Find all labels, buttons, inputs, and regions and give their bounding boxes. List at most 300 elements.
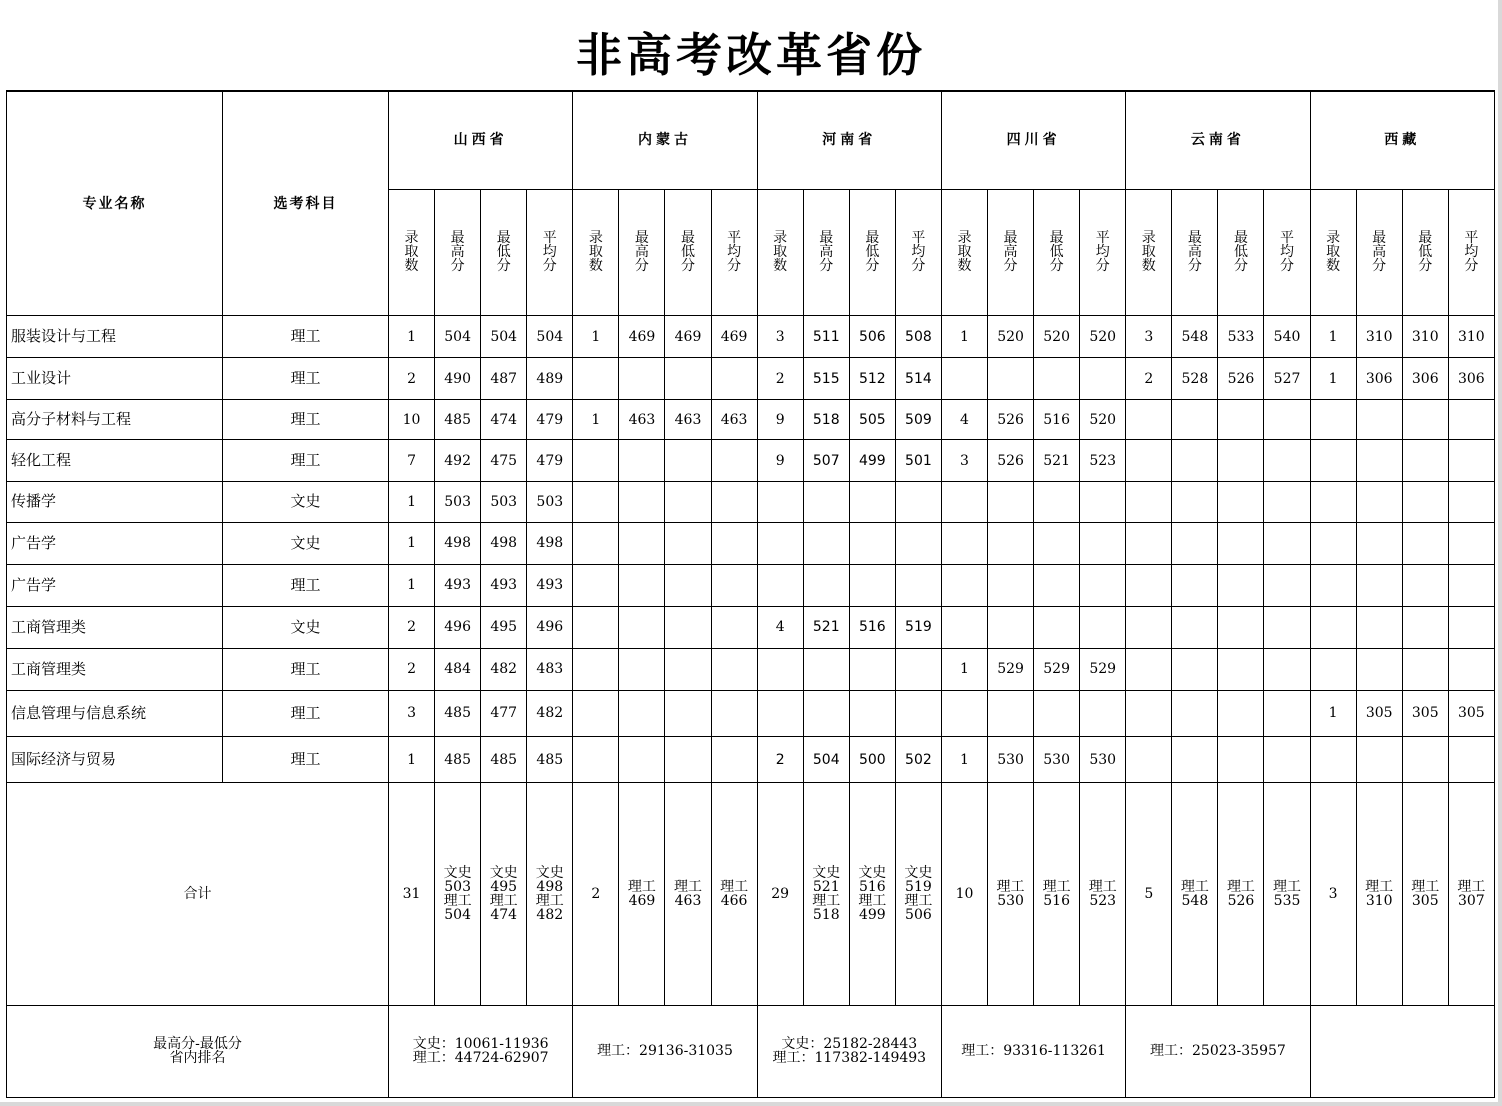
score-cell: 520	[1080, 316, 1126, 358]
score-cell	[573, 690, 619, 736]
score-cell	[619, 737, 665, 783]
score-cell	[1402, 648, 1448, 690]
score-cell	[849, 522, 895, 564]
header-metric: 平 均 分	[895, 189, 941, 315]
score-cell: 493	[481, 564, 527, 606]
major-name: 轻化工程	[7, 440, 223, 482]
rank-range: 理工：25023-35957	[1126, 1005, 1310, 1097]
score-cell	[1264, 648, 1310, 690]
score-cell	[1126, 440, 1172, 482]
score-cell	[988, 564, 1034, 606]
score-cell	[619, 522, 665, 564]
rank-range: 文史：25182-28443 理工：117382-149493	[757, 1005, 941, 1097]
table-row	[7, 648, 1495, 690]
score-cell: 507	[803, 440, 849, 482]
table-row	[7, 522, 1495, 564]
score-cell	[1264, 522, 1310, 564]
admission-score-table	[6, 90, 1495, 1098]
score-cell: 482	[527, 690, 573, 736]
score-cell	[1310, 522, 1356, 564]
score-cell: 4	[941, 400, 987, 440]
subject-type: 理工	[223, 564, 389, 606]
header-metric: 最 高 分	[1172, 189, 1218, 315]
total-cell: 文史 503 理工 504	[435, 783, 481, 1006]
rank-label: 最高分-最低分 省内排名	[7, 1005, 389, 1097]
header-metric: 最 低 分	[481, 189, 527, 315]
total-cell: 理工 469	[619, 783, 665, 1006]
header-row-provinces	[7, 91, 1495, 189]
score-cell: 519	[895, 606, 941, 648]
header-metric: 录 取 数	[941, 189, 987, 315]
score-cell: 469	[711, 316, 757, 358]
score-cell: 305	[1402, 690, 1448, 736]
score-cell	[1126, 648, 1172, 690]
score-cell: 463	[665, 400, 711, 440]
score-cell: 310	[1356, 316, 1402, 358]
subject-type: 理工	[223, 358, 389, 400]
subject-type: 理工	[223, 648, 389, 690]
score-cell	[1264, 690, 1310, 736]
score-cell	[1356, 522, 1402, 564]
score-cell: 485	[435, 690, 481, 736]
score-cell	[1034, 482, 1080, 522]
score-cell	[1264, 737, 1310, 783]
score-cell	[619, 440, 665, 482]
header-metric: 最 高 分	[1356, 189, 1402, 315]
major-name: 工业设计	[7, 358, 223, 400]
score-cell	[1402, 737, 1448, 783]
score-cell	[1264, 440, 1310, 482]
total-row	[7, 783, 1495, 1006]
header-metric: 最 高 分	[619, 189, 665, 315]
score-cell: 2	[389, 358, 435, 400]
score-cell	[988, 482, 1034, 522]
header-metric: 最 低 分	[849, 189, 895, 315]
score-cell	[1310, 440, 1356, 482]
score-cell	[1218, 482, 1264, 522]
score-cell	[1310, 400, 1356, 440]
score-cell: 518	[803, 400, 849, 440]
score-cell: 1	[389, 316, 435, 358]
score-cell	[1264, 482, 1310, 522]
major-name: 工商管理类	[7, 606, 223, 648]
score-cell	[1172, 648, 1218, 690]
score-cell	[988, 358, 1034, 400]
score-cell: 463	[619, 400, 665, 440]
score-cell: 485	[435, 400, 481, 440]
score-cell	[665, 606, 711, 648]
score-cell: 1	[573, 316, 619, 358]
total-cell: 3	[1310, 783, 1356, 1006]
score-cell	[1448, 564, 1494, 606]
header-province: 内蒙古	[573, 91, 757, 189]
score-cell: 529	[988, 648, 1034, 690]
score-cell	[1080, 564, 1126, 606]
score-cell: 1	[389, 522, 435, 564]
score-cell	[1034, 690, 1080, 736]
score-cell	[1402, 440, 1448, 482]
score-cell	[711, 564, 757, 606]
score-cell	[573, 358, 619, 400]
header-metric: 最 高 分	[988, 189, 1034, 315]
score-cell	[1218, 648, 1264, 690]
score-cell: 504	[435, 316, 481, 358]
score-cell	[1126, 564, 1172, 606]
score-cell	[665, 564, 711, 606]
score-cell: 1	[389, 482, 435, 522]
total-cell: 文史 516 理工 499	[849, 783, 895, 1006]
score-cell	[573, 440, 619, 482]
score-cell	[1448, 440, 1494, 482]
total-label: 合计	[7, 783, 389, 1006]
score-cell: 498	[481, 522, 527, 564]
score-cell	[849, 482, 895, 522]
score-cell	[573, 564, 619, 606]
score-cell	[1402, 564, 1448, 606]
total-cell: 理工 548	[1172, 783, 1218, 1006]
score-cell: 540	[1264, 316, 1310, 358]
score-cell: 493	[435, 564, 481, 606]
score-cell	[941, 482, 987, 522]
header-province: 山西省	[389, 91, 573, 189]
score-cell: 469	[619, 316, 665, 358]
score-cell	[619, 358, 665, 400]
score-cell: 2	[1126, 358, 1172, 400]
score-cell	[941, 358, 987, 400]
score-cell: 479	[527, 400, 573, 440]
table-row	[7, 358, 1495, 400]
score-cell: 502	[895, 737, 941, 783]
subject-type: 理工	[223, 690, 389, 736]
page-bottom-edge	[0, 1102, 1502, 1106]
score-cell	[1172, 606, 1218, 648]
score-cell: 521	[1034, 440, 1080, 482]
score-cell: 516	[849, 606, 895, 648]
header-metric: 录 取 数	[1310, 189, 1356, 315]
header-metric: 最 低 分	[1034, 189, 1080, 315]
score-cell	[1448, 400, 1494, 440]
score-cell	[988, 522, 1034, 564]
score-cell	[573, 482, 619, 522]
score-cell	[895, 690, 941, 736]
subject-type: 理工	[223, 400, 389, 440]
score-cell	[1080, 482, 1126, 522]
score-cell	[573, 522, 619, 564]
score-cell: 503	[527, 482, 573, 522]
total-cell: 文史 519 理工 506	[895, 783, 941, 1006]
score-cell	[665, 690, 711, 736]
table-row	[7, 400, 1495, 440]
score-cell	[1080, 358, 1126, 400]
score-cell: 516	[1034, 400, 1080, 440]
score-cell: 306	[1356, 358, 1402, 400]
score-cell: 520	[1080, 400, 1126, 440]
rank-range: 文史：10061-11936 理工：44724-62907	[389, 1005, 573, 1097]
score-cell: 485	[481, 737, 527, 783]
score-cell	[757, 690, 803, 736]
score-cell: 515	[803, 358, 849, 400]
score-cell: 548	[1172, 316, 1218, 358]
score-cell	[665, 440, 711, 482]
score-cell	[988, 690, 1034, 736]
score-cell: 501	[895, 440, 941, 482]
score-cell	[1218, 606, 1264, 648]
score-cell: 498	[435, 522, 481, 564]
score-cell	[757, 564, 803, 606]
score-cell	[1448, 648, 1494, 690]
major-name: 国际经济与贸易	[7, 737, 223, 783]
score-cell: 485	[435, 737, 481, 783]
score-cell	[573, 606, 619, 648]
table-row	[7, 690, 1495, 736]
score-cell	[1034, 606, 1080, 648]
score-cell: 526	[988, 440, 1034, 482]
score-cell: 2	[389, 648, 435, 690]
page-title: 非高考改革省份	[576, 28, 926, 82]
score-cell	[1448, 522, 1494, 564]
score-cell: 2	[757, 737, 803, 783]
score-cell: 521	[803, 606, 849, 648]
total-cell: 2	[573, 783, 619, 1006]
score-cell	[711, 737, 757, 783]
score-cell: 485	[527, 737, 573, 783]
score-cell: 306	[1448, 358, 1494, 400]
total-cell: 理工 526	[1218, 783, 1264, 1006]
score-cell: 1	[573, 400, 619, 440]
score-cell: 474	[481, 400, 527, 440]
score-cell: 503	[435, 482, 481, 522]
score-cell	[711, 690, 757, 736]
score-cell	[1172, 690, 1218, 736]
total-cell: 文史 498 理工 482	[527, 783, 573, 1006]
header-metric: 最 低 分	[665, 189, 711, 315]
score-cell	[757, 522, 803, 564]
score-cell: 305	[1356, 690, 1402, 736]
score-cell	[1402, 400, 1448, 440]
score-cell	[1356, 648, 1402, 690]
score-cell	[1126, 737, 1172, 783]
total-cell: 29	[757, 783, 803, 1006]
score-cell	[1034, 522, 1080, 564]
subject-type: 理工	[223, 316, 389, 358]
score-cell: 509	[895, 400, 941, 440]
score-cell: 530	[1034, 737, 1080, 783]
header-metric: 平 均 分	[1264, 189, 1310, 315]
score-cell	[1356, 400, 1402, 440]
total-cell: 理工 310	[1356, 783, 1402, 1006]
score-cell	[573, 648, 619, 690]
score-cell: 528	[1172, 358, 1218, 400]
header-metric: 录 取 数	[573, 189, 619, 315]
score-cell	[1126, 400, 1172, 440]
score-cell	[1080, 690, 1126, 736]
score-cell: 530	[1080, 737, 1126, 783]
score-cell	[895, 648, 941, 690]
score-cell: 484	[435, 648, 481, 690]
score-cell: 496	[435, 606, 481, 648]
score-cell: 514	[895, 358, 941, 400]
score-cell	[573, 737, 619, 783]
header-province: 云南省	[1126, 91, 1310, 189]
table-row	[7, 564, 1495, 606]
score-cell: 463	[711, 400, 757, 440]
score-cell: 503	[481, 482, 527, 522]
score-cell: 3	[941, 440, 987, 482]
rank-range	[1310, 1005, 1494, 1097]
score-cell	[665, 522, 711, 564]
score-cell	[1264, 606, 1310, 648]
score-cell: 495	[481, 606, 527, 648]
score-cell: 1	[389, 564, 435, 606]
score-cell	[803, 564, 849, 606]
score-cell: 526	[1218, 358, 1264, 400]
score-cell: 1	[1310, 358, 1356, 400]
score-cell	[1080, 606, 1126, 648]
score-cell: 529	[1034, 648, 1080, 690]
score-cell	[803, 648, 849, 690]
score-cell: 1	[941, 737, 987, 783]
score-cell: 3	[1126, 316, 1172, 358]
score-cell: 500	[849, 737, 895, 783]
score-cell: 533	[1218, 316, 1264, 358]
score-cell: 520	[988, 316, 1034, 358]
score-cell: 490	[435, 358, 481, 400]
score-cell	[1356, 440, 1402, 482]
score-cell	[619, 648, 665, 690]
score-cell	[1172, 482, 1218, 522]
score-cell: 469	[665, 316, 711, 358]
major-name: 信息管理与信息系统	[7, 690, 223, 736]
score-cell	[711, 440, 757, 482]
score-cell: 1	[389, 737, 435, 783]
subject-type: 理工	[223, 440, 389, 482]
score-cell: 1	[941, 648, 987, 690]
header-province: 河南省	[757, 91, 941, 189]
header-metric: 平 均 分	[711, 189, 757, 315]
score-cell: 479	[527, 440, 573, 482]
score-cell	[1264, 564, 1310, 606]
major-name: 高分子材料与工程	[7, 400, 223, 440]
score-cell: 4	[757, 606, 803, 648]
score-cell: 9	[757, 400, 803, 440]
total-cell: 文史 495 理工 474	[481, 783, 527, 1006]
header-major: 专业名称	[7, 91, 223, 316]
score-cell: 310	[1402, 316, 1448, 358]
score-cell	[1218, 564, 1264, 606]
score-cell: 493	[527, 564, 573, 606]
score-cell	[1080, 522, 1126, 564]
score-cell: 7	[389, 440, 435, 482]
score-cell	[803, 522, 849, 564]
score-cell	[1356, 482, 1402, 522]
total-cell: 理工 516	[1034, 783, 1080, 1006]
score-cell	[988, 606, 1034, 648]
table-row	[7, 440, 1495, 482]
score-cell	[619, 482, 665, 522]
score-cell	[1172, 564, 1218, 606]
score-cell	[941, 564, 987, 606]
subject-type: 理工	[223, 737, 389, 783]
score-cell	[1218, 400, 1264, 440]
score-cell	[1310, 648, 1356, 690]
score-cell: 3	[389, 690, 435, 736]
score-cell	[1264, 400, 1310, 440]
score-cell: 489	[527, 358, 573, 400]
score-cell	[803, 690, 849, 736]
score-cell: 499	[849, 440, 895, 482]
total-cell: 10	[941, 783, 987, 1006]
score-cell	[1126, 522, 1172, 564]
score-cell: 523	[1080, 440, 1126, 482]
total-cell: 文史 521 理工 518	[803, 783, 849, 1006]
major-name: 传播学	[7, 482, 223, 522]
score-cell: 1	[1310, 690, 1356, 736]
score-cell: 511	[803, 316, 849, 358]
score-cell	[711, 522, 757, 564]
header-metric: 录 取 数	[389, 189, 435, 315]
header-metric: 最 低 分	[1218, 189, 1264, 315]
header-metric: 平 均 分	[1080, 189, 1126, 315]
header-metric: 最 高 分	[435, 189, 481, 315]
score-cell: 305	[1448, 690, 1494, 736]
page-edge	[1498, 0, 1502, 1106]
subject-type: 文史	[223, 482, 389, 522]
score-cell: 306	[1402, 358, 1448, 400]
score-cell: 529	[1080, 648, 1126, 690]
score-cell: 2	[389, 606, 435, 648]
score-cell: 530	[988, 737, 1034, 783]
score-cell	[1218, 440, 1264, 482]
score-cell: 477	[481, 690, 527, 736]
score-cell	[1448, 606, 1494, 648]
header-province: 四川省	[941, 91, 1125, 189]
score-cell	[1356, 737, 1402, 783]
score-cell	[849, 648, 895, 690]
score-cell	[941, 606, 987, 648]
score-cell	[619, 606, 665, 648]
score-cell	[665, 737, 711, 783]
score-cell	[1034, 564, 1080, 606]
total-cell: 理工 523	[1080, 783, 1126, 1006]
score-cell	[1310, 482, 1356, 522]
rank-range: 理工：93316-113261	[941, 1005, 1125, 1097]
header-metric: 平 均 分	[1448, 189, 1494, 315]
score-cell	[711, 482, 757, 522]
subject-type: 文史	[223, 606, 389, 648]
score-cell: 492	[435, 440, 481, 482]
score-cell: 504	[527, 316, 573, 358]
score-cell	[1402, 522, 1448, 564]
score-cell	[941, 522, 987, 564]
score-cell	[895, 564, 941, 606]
score-cell	[1126, 690, 1172, 736]
score-cell	[665, 358, 711, 400]
total-cell: 理工 305	[1402, 783, 1448, 1006]
score-cell: 487	[481, 358, 527, 400]
score-cell	[849, 690, 895, 736]
score-cell	[619, 690, 665, 736]
total-cell: 理工 307	[1448, 783, 1494, 1006]
score-cell: 310	[1448, 316, 1494, 358]
score-cell	[711, 648, 757, 690]
header-metric: 最 高 分	[803, 189, 849, 315]
score-cell	[1126, 482, 1172, 522]
score-cell	[1218, 690, 1264, 736]
total-cell: 理工 530	[988, 783, 1034, 1006]
score-cell: 1	[941, 316, 987, 358]
total-cell: 31	[389, 783, 435, 1006]
score-cell	[1310, 606, 1356, 648]
